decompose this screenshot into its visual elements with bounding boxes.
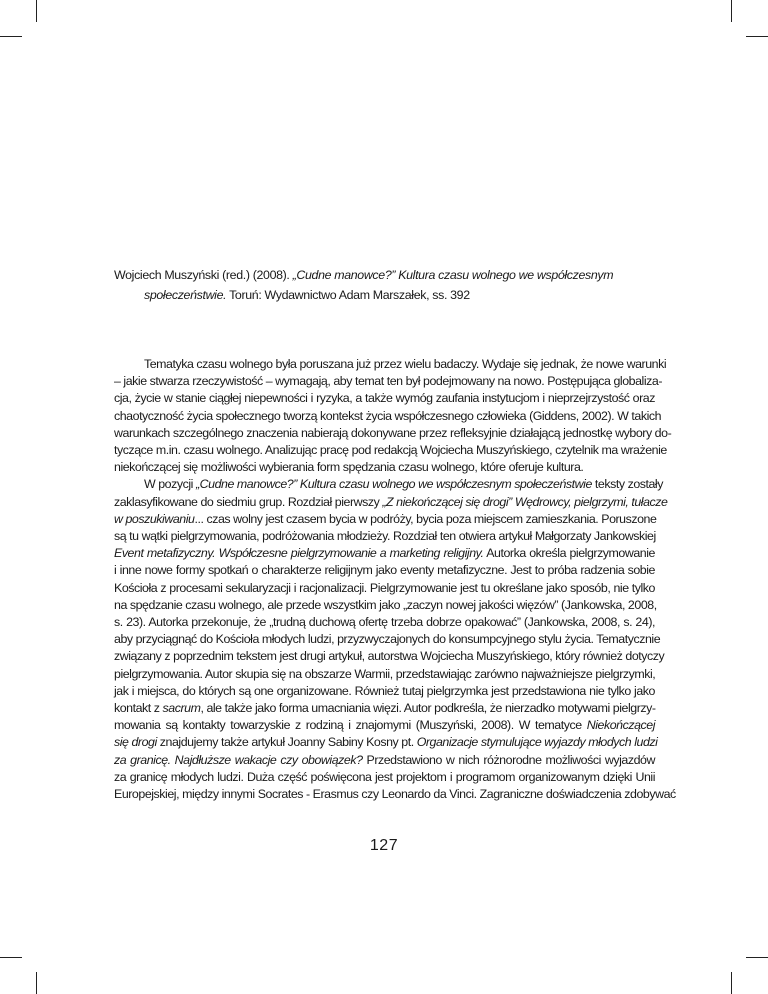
crop-mark-bottom-right-v	[731, 972, 732, 994]
text-line: zaklasyfikowane do siedmiu grup. Rozdział pierwszy „Z niekończącej się drogi” Wędrowcy, pielgrzymi, tułacze	[114, 494, 668, 509]
text-line: Kościoła z procesami sekularyzacji i racjonalizacji. Pielgrzymowanie jest tu określane jako sposób, nie tylko	[114, 580, 655, 595]
text-line: na spędzanie czasu wolnego, ale przede wszystkim jako „zaczyn nowej jakości więzów” (Jankowska, 2008,	[114, 597, 657, 612]
text-line: warunkach szczególnego znaczenia nabierają dokonywane przez refleksyjnie działającą jednostkę wybory do-	[114, 425, 672, 440]
text-line: za granicę młodych ludzi. Duża część poświęcona jest projektom i programom organizowanym dzięki Unii	[114, 769, 655, 784]
text-line: Event metafizyczny. Współczesne pielgrzymowanie a marketing religijny. Autorka określa pielgrzymowanie	[114, 546, 655, 561]
text-line: tyczące m.in. czasu wolnego. Analizując pracę pod redakcją Wojciecha Muszyńskiego, czytelnik ma wrażenie	[114, 443, 667, 458]
crop-mark-bottom-left-v	[36, 972, 37, 994]
citation-line-2	[114, 285, 654, 305]
text-line: – jakie stwarza rzeczywistość – wymagają, aby temat ten był podejmowany na nowo. Postępująca globaliza-	[114, 374, 663, 389]
crop-mark-top-right-h	[746, 36, 768, 37]
text-line: mowania są kontakty towarzyskie z rodziną i znajomymi (Muszyński, 2008). W tematyce Niekończącej	[114, 718, 655, 733]
review-body	[114, 356, 676, 803]
text-line: kontakt z sacrum, ale także jako forma umacniania więzi. Autor podkreśla, że nierzadko motywami pielgrzy-	[114, 701, 656, 716]
text-line: s. 23). Autorka przekonuje, że „trudną duchową ofertę trzeba dobrze opakować” (Jankowska, 2008, s. 24),	[114, 615, 655, 630]
text-line: związany z poprzednim tekstem jest drugi artykuł, autorstwa Wojciecha Muszyńskiego, który również dotyczy	[114, 649, 665, 664]
text-line: Europejskiej, między innymi Socrates - Erasmus czy Leonardo da Vinci. Zagraniczne doświadczenia zdobywać	[114, 787, 676, 802]
text-line: cja, życie w stanie ciągłej niepewności i ryzyka, a także wymóg zaufania instytucjom i nieprzejrzystość oraz	[114, 391, 655, 406]
text-line: i inne nowe formy spotkań o charakterze religijnym jako eventy metafizyczne. Jest to próba radzenia sobie	[114, 563, 655, 578]
page-number: 127	[369, 837, 399, 854]
crop-mark-bottom-right-h	[746, 957, 768, 958]
text-line: jak i miejsca, do których są one organizowane. Również tutaj pielgrzymka jest przedstawiona nie tylko jako	[114, 683, 655, 698]
text-line: za granicę. Najdłuższe wakacje czy obowiązek? Przedstawiono w nich różnorodne możliwości wyjazdów	[114, 752, 655, 767]
crop-mark-top-left-v	[36, 0, 37, 22]
citation-publisher: Toruń: Wydawnictwo Adam Marszałek, ss. 392	[226, 288, 470, 302]
text-line: w poszukiwaniu... czas wolny jest czasem bycia w podróży, bycia poza miejscem zamieszkania. Poruszone	[114, 511, 657, 526]
citation-title: „Cudne manowce?” Kultura czasu wolnego we współczesnym	[292, 268, 614, 282]
citation-line-1	[114, 268, 613, 282]
text-line: chaotyczność życia społecznego tworzą kontekst życia współczesnego człowieka (Giddens, 2002). W takich	[114, 408, 662, 423]
text-line: niekończącej się możliwości wybierania form spędzania czasu wolnego, które oferuje kultura.	[114, 460, 584, 475]
crop-mark-bottom-left-h	[0, 957, 22, 958]
text-line: aby przyciągnąć do Kościoła młodych ludzi, przyzwyczajonych do konsumpcyjnego stylu życia. Tematycznie	[114, 632, 661, 647]
text-line: Tematyka czasu wolnego była poruszana już przez wielu badaczy. Wydaje się jednak, że nowe warunki	[144, 357, 667, 371]
crop-mark-top-right-v	[731, 0, 732, 22]
text-line: są tu wątki pielgrzymowania, podróżowania młodzieży. Rozdział ten otwiera artykuł Małgorzaty Jankowskiej	[114, 529, 656, 544]
text-line: W pozycji „Cudne manowce?” Kultura czasu wolnego we współczesnym społeczeństwie teksty zostały	[144, 477, 663, 492]
crop-mark-top-left-h	[0, 36, 22, 37]
text-line: pielgrzymowania. Autor skupia się na obszarze Warmii, przedstawiając zarówno najważniejsze pielgrzymki,	[114, 666, 656, 681]
book-citation	[114, 265, 654, 305]
citation-title-end: społeczeństwie.	[144, 288, 227, 302]
text-line: się drogi znajdujemy także artykuł Joanny Sabiny Kosny pt. Organizacje stymulujące wyjazdy młodych ludzi	[114, 735, 658, 750]
citation-author: Wojciech Muszyński (red.) (2008).	[114, 268, 293, 282]
